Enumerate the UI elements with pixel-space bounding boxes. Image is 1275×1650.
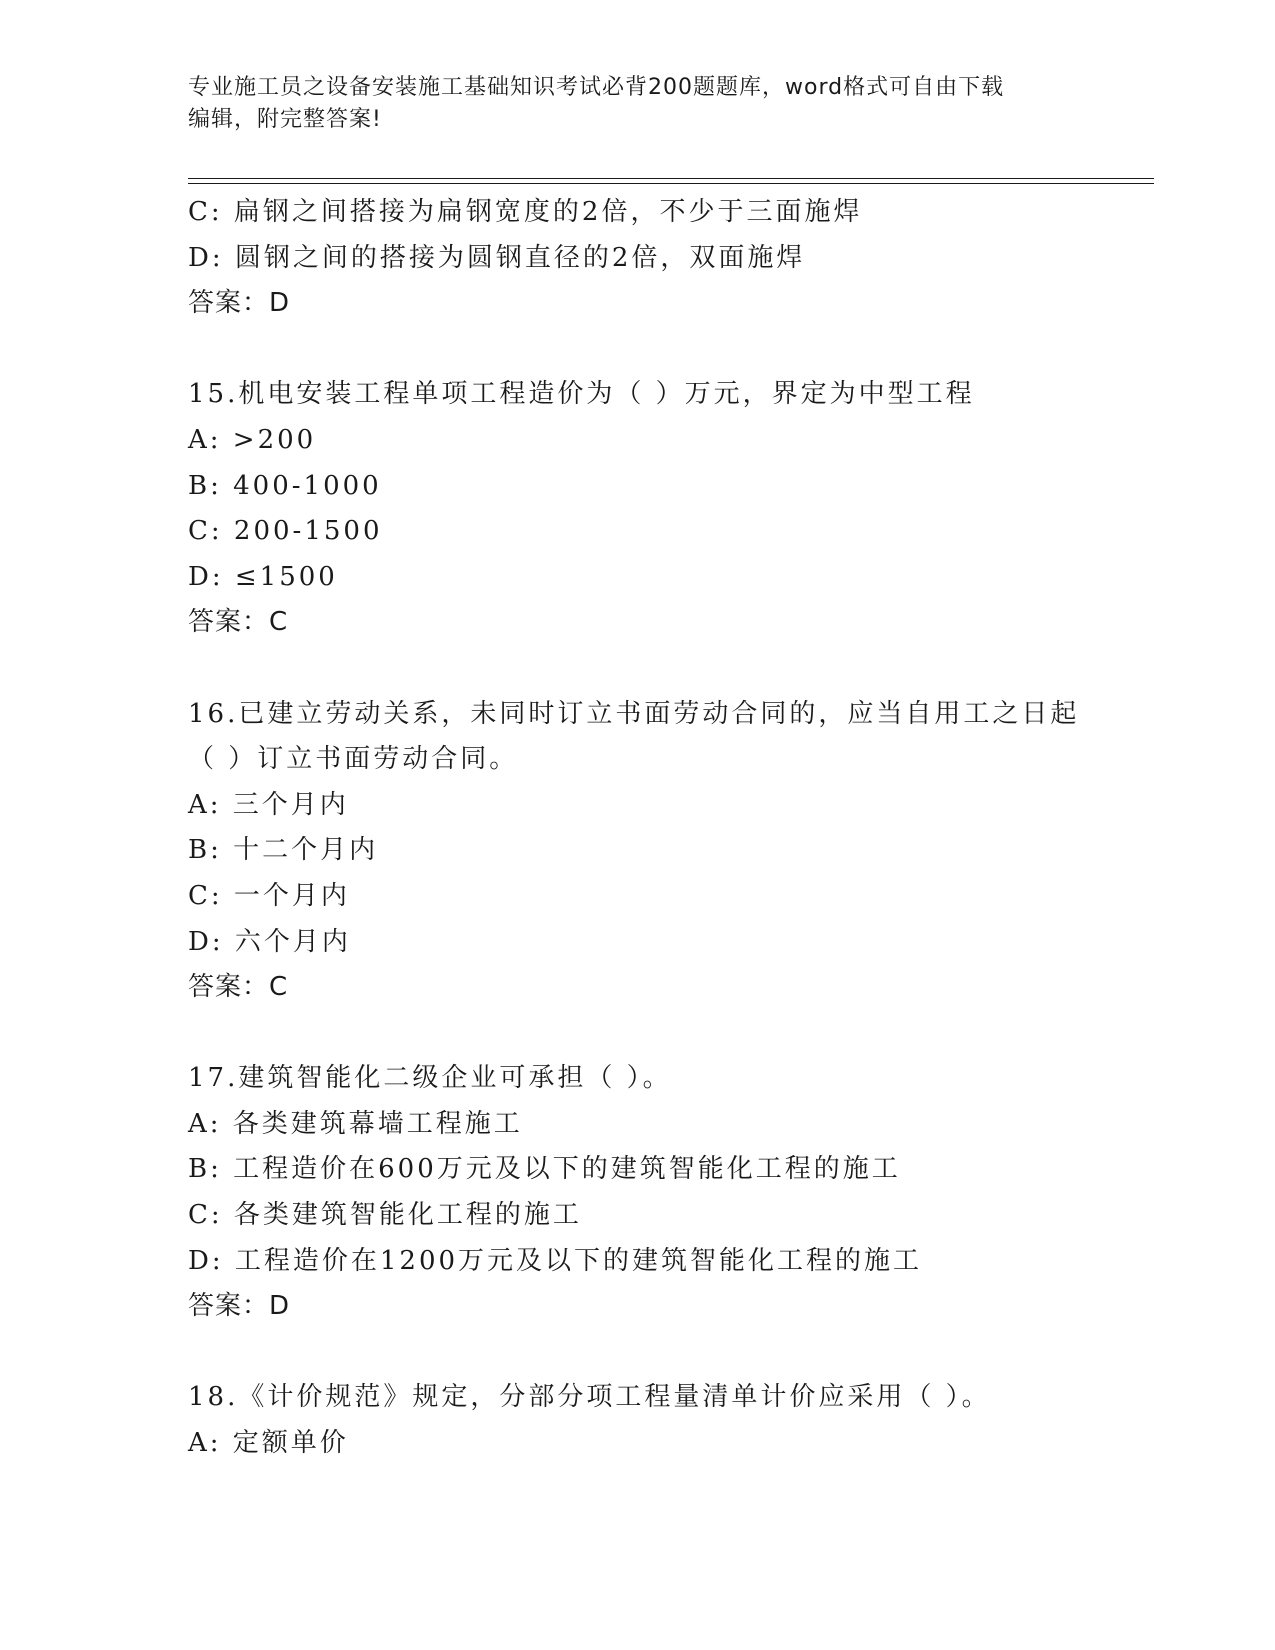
q17-option-d: D: 工程造价在1200万元及以下的建筑智能化工程的施工 (188, 1245, 923, 1276)
q17-answer: 答案：D (188, 1291, 291, 1322)
q17-option-a: A: 各类建筑幕墙工程施工 (188, 1108, 523, 1139)
q17-stem: 17.建筑智能化二级企业可承担（ ）。 (188, 1063, 672, 1094)
q16-stem-line-1: 16.已建立劳动关系，未同时订立书面劳动合同的，应当自用工之日起 (188, 698, 1080, 729)
q14-option-d: D: 圆钢之间的搭接为圆钢直径的2倍，双面施焊 (188, 242, 806, 273)
q16-option-c: C: 一个月内 (188, 880, 350, 911)
q16-option-a: A: 三个月内 (188, 789, 349, 820)
q18-stem: 18.《计价规范》规定，分部分项工程量清单计价应采用（ ）。 (188, 1382, 991, 1413)
q16-stem-line-2: （ ）订立书面劳动合同。 (188, 744, 519, 775)
header-rule-top (188, 178, 1154, 179)
q18-option-a: A: 定额单价 (188, 1428, 349, 1459)
document-header (188, 72, 1088, 136)
header-line-1: 专业施工员之设备安装施工基础知识考试必背200题题库，word格式可自由下载 (188, 75, 1005, 100)
q14-answer: 答案：D (188, 288, 291, 319)
q15-answer: 答案：C (188, 607, 289, 638)
spacer (188, 327, 1128, 373)
q16-option-b: B: 十二个月内 (188, 835, 379, 866)
q17-option-b: B: 工程造价在600万元及以下的建筑智能化工程的施工 (188, 1154, 901, 1185)
q16-answer: 答案：C (188, 972, 289, 1003)
header-line-2: 编辑，附完整答案! (188, 107, 382, 132)
q14-option-c: C: 扁钢之间搭接为扁钢宽度的2倍，不少于三面施焊 (188, 197, 863, 227)
q16-option-d: D: 六个月内 (188, 926, 351, 957)
q15-option-a: A: >200 (188, 424, 317, 455)
q17-option-c: C: 各类建筑智能化工程的施工 (188, 1200, 582, 1231)
spacer (188, 646, 1128, 692)
header-rule-bottom (188, 183, 1154, 184)
q15-option-d: D: ≤1500 (188, 561, 338, 592)
q15-stem: 15.机电安装工程单项工程造价为（ ）万元，界定为中型工程 (188, 379, 975, 410)
q15-option-c: C: 200-1500 (188, 516, 383, 547)
q15-option-b: B: 400-1000 (188, 470, 382, 501)
spacer (188, 1011, 1128, 1057)
question-list (188, 190, 1128, 1467)
spacer (188, 1330, 1128, 1376)
